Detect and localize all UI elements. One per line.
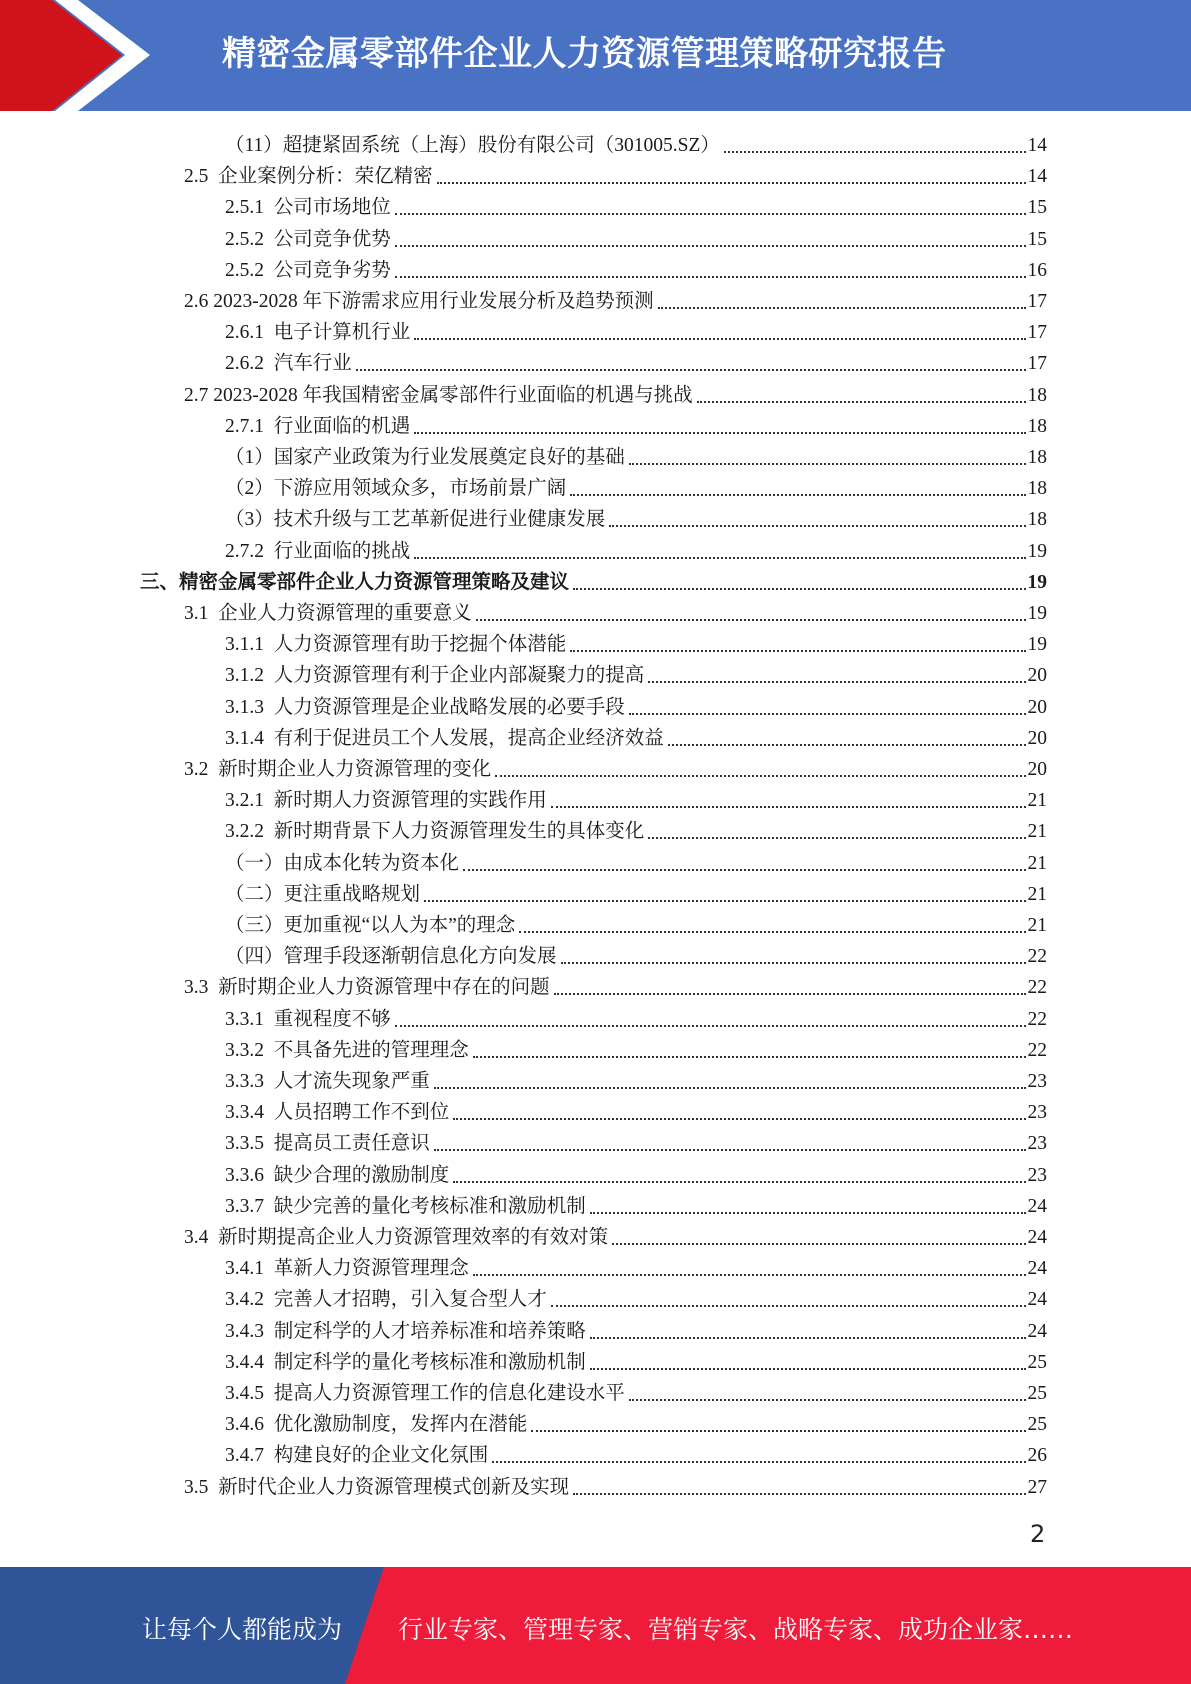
- toc-entry-title: 3.3.1 重视程度不够: [225, 1008, 391, 1030]
- toc-entry-page: 20: [1027, 696, 1047, 718]
- toc-dot-leader: [554, 992, 1026, 995]
- toc-dot-leader: [453, 1117, 1025, 1120]
- toc-dot-leader: [724, 150, 1026, 153]
- toc-entry-title: 2.6.2 汽车行业: [225, 353, 352, 375]
- toc-entry-title: 2.5.2 公司竞争优势: [225, 228, 391, 250]
- toc-entry[interactable]: [184, 1470, 1047, 1500]
- toc-entry[interactable]: [225, 1033, 1047, 1063]
- toc-entry-title: 2.5.2 公司竞争劣势: [225, 259, 391, 281]
- toc-dot-leader: [437, 181, 1026, 184]
- toc-entry-page: 23: [1027, 1102, 1047, 1124]
- toc-dot-leader: [573, 587, 1025, 590]
- toc-entry[interactable]: [225, 222, 1047, 252]
- toc-entry[interactable]: [225, 939, 1047, 969]
- toc-entry-title: 3.3.4 人员招聘工作不到位: [225, 1102, 450, 1124]
- toc-entry-title: 3.1 企业人力资源管理的重要意义: [184, 603, 472, 624]
- toc-entry-page: 14: [1027, 135, 1047, 156]
- toc-entry-title: （1）国家产业政策为行业发展奠定良好的基础: [225, 447, 625, 468]
- toc-entry[interactable]: [225, 658, 1047, 688]
- toc-entry[interactable]: [225, 1251, 1047, 1281]
- toc-entry-title: 3.4.7 构建良好的企业文化氛围: [225, 1445, 489, 1467]
- toc-entry-title: 3.1.4 有利于促进员工个人发展，提高企业经济效益: [225, 727, 664, 749]
- footer-slogan-left: 让每个人都能成为: [142, 1615, 343, 1644]
- toc-dot-leader: [414, 556, 1025, 559]
- toc-entry-page: 15: [1027, 228, 1047, 250]
- toc-dot-leader: [551, 1304, 1026, 1307]
- toc-dot-leader: [414, 337, 1025, 340]
- footer-slogan-right: 行业专家、管理专家、营销专家、战略专家、成功企业家……: [398, 1615, 1074, 1644]
- toc-dot-leader: [590, 1336, 1026, 1339]
- toc-dot-leader: [395, 212, 1026, 215]
- toc-entry-page: 25: [1027, 1351, 1047, 1373]
- toc-dot-leader: [476, 618, 1026, 621]
- toc-entry-title: 2.7.2 行业面临的挑战: [225, 540, 411, 562]
- toc-dot-leader: [519, 930, 1025, 933]
- toc-entry[interactable]: [184, 159, 1047, 189]
- toc-entry[interactable]: [225, 253, 1047, 283]
- toc-entry-title: 2.6 2023-2028 年下游需求应用行业发展分析及趋势预测: [184, 291, 654, 312]
- toc-entry[interactable]: [184, 378, 1047, 408]
- toc-entry-page: 26: [1027, 1445, 1047, 1467]
- toc-entry-title: 3.3 新时期企业人力资源管理中存在的问题: [184, 977, 550, 999]
- toc-entry[interactable]: [225, 721, 1047, 751]
- toc-dot-leader: [570, 649, 1025, 652]
- toc-entry-page: 19: [1027, 603, 1047, 624]
- report-title: 精密金属零部件企业人力资源管理策略研究报告: [222, 34, 947, 74]
- toc-entry-title: 三、精密金属零部件企业人力资源管理策略及建议: [140, 571, 570, 593]
- toc-entry[interactable]: [225, 1002, 1047, 1032]
- toc-dot-leader: [629, 712, 1026, 715]
- toc-entry-title: 3.1.1 人力资源管理有助于挖掘个体潜能: [225, 634, 567, 656]
- toc-dot-leader: [492, 1460, 1025, 1463]
- toc-entry-page: 20: [1027, 759, 1047, 780]
- toc-entry[interactable]: [225, 814, 1047, 844]
- toc-entry-title: 2.6.1 电子计算机行业: [225, 322, 411, 344]
- toc-entry-title: 3.3.2 不具备先进的管理理念: [225, 1039, 469, 1061]
- toc-dot-leader: [697, 400, 1026, 403]
- toc-entry-page: 14: [1027, 166, 1047, 188]
- toc-dot-leader: [561, 961, 1026, 964]
- toc-dot-leader: [629, 1398, 1026, 1401]
- toc-entry[interactable]: [225, 908, 1047, 938]
- toc-entry-title: （四）管理手段逐渐朝信息化方向发展: [225, 946, 557, 968]
- toc-entry[interactable]: [225, 1158, 1047, 1188]
- toc-entry[interactable]: [225, 1064, 1047, 1094]
- toc-entry-page: 18: [1027, 478, 1047, 500]
- toc-entry-page: 20: [1027, 665, 1047, 687]
- toc-entry-page: 18: [1027, 384, 1047, 406]
- toc-entry[interactable]: [225, 1189, 1047, 1219]
- toc-entry[interactable]: [225, 409, 1047, 439]
- toc-dot-leader: [395, 1024, 1026, 1027]
- toc-entry[interactable]: [184, 970, 1047, 1000]
- toc-entry-page: 24: [1027, 1227, 1047, 1248]
- toc-entry-title: 3.4.3 制定科学的人才培养标准和培养策略: [225, 1320, 586, 1342]
- toc-entry-title: 3.2.2 新时期背景下人力资源管理发生的具体变化: [225, 821, 645, 843]
- toc-entry-page: 18: [1027, 415, 1047, 437]
- toc-entry-title: 3.5 新时代企业人力资源管理模式创新及实现: [184, 1476, 570, 1498]
- toc-entry-page: 19: [1027, 634, 1047, 656]
- toc-entry-title: 3.3.5 提高员工责任意识: [225, 1133, 430, 1155]
- toc-entry-title: 3.2.1 新时期人力资源管理的实践作用: [225, 790, 547, 812]
- toc-entry-title: 3.4.2 完善人才招聘，引入复合型人才: [225, 1289, 547, 1311]
- toc-entry[interactable]: [225, 627, 1047, 657]
- toc-entry[interactable]: [184, 284, 1047, 314]
- toc-entry-page: 22: [1027, 1008, 1047, 1030]
- toc-dot-leader: [551, 805, 1026, 808]
- toc-entry-title: （三）更加重视“以人为本”的理念: [225, 915, 516, 936]
- toc-entry-page: 19: [1027, 540, 1047, 562]
- toc-entry[interactable]: [225, 1126, 1047, 1156]
- toc-entry-page: 22: [1027, 946, 1047, 968]
- toc-entry-title: 2.5 企业案例分析：荣亿精密: [184, 166, 433, 188]
- toc-entry-page: 24: [1027, 1289, 1047, 1311]
- toc-entry-page: 17: [1027, 322, 1047, 344]
- toc-entry[interactable]: [225, 1407, 1047, 1437]
- toc-dot-leader: [356, 368, 1026, 371]
- toc-dot-leader: [612, 1242, 1025, 1245]
- toc-entry-page: 24: [1027, 1320, 1047, 1342]
- toc-entry[interactable]: [225, 502, 1047, 532]
- page-number: 2: [1030, 1520, 1046, 1548]
- toc-entry-page: 23: [1027, 1071, 1047, 1092]
- toc-entry-page: 21: [1027, 790, 1047, 812]
- toc-entry-title: 2.7.1 行业面临的机遇: [225, 415, 411, 437]
- toc-entry-title: 3.4.4 制定科学的量化考核标准和激励机制: [225, 1351, 586, 1373]
- toc-dot-leader: [434, 1086, 1026, 1089]
- page-header: [0, 0, 1191, 111]
- toc-entry-title: 3.3.7 缺少完善的量化考核标准和激励机制: [225, 1195, 586, 1217]
- toc-entry-page: 17: [1027, 291, 1047, 312]
- toc-entry-page: 21: [1027, 821, 1047, 843]
- toc-dot-leader: [573, 1492, 1025, 1495]
- toc-entry-page: 20: [1027, 727, 1047, 749]
- toc-entry-page: 21: [1027, 915, 1047, 936]
- toc-entry-title: 3.4 新时期提高企业人力资源管理效率的有效对策: [184, 1227, 609, 1248]
- toc-dot-leader: [395, 244, 1026, 247]
- toc-dot-leader: [648, 836, 1025, 839]
- toc-dot-leader: [590, 1367, 1026, 1370]
- toc-dot-leader: [424, 899, 1025, 902]
- toc-entry-page: 25: [1027, 1414, 1047, 1436]
- toc-entry-title: 2.7 2023-2028 年我国精密金属零部件行业面临的机遇与挑战: [184, 384, 693, 406]
- toc-entry-page: 17: [1027, 353, 1047, 375]
- toc-entry[interactable]: [225, 471, 1047, 501]
- toc-entry-title: （3）技术升级与工艺革新促进行业健康发展: [225, 509, 606, 531]
- toc-entry-title: 3.1.2 人力资源管理有利于企业内部凝聚力的提高: [225, 665, 645, 687]
- toc-dot-leader: [473, 1273, 1026, 1276]
- toc-dot-leader: [434, 1148, 1026, 1151]
- toc-entry[interactable]: [225, 877, 1047, 907]
- toc-entry[interactable]: [225, 1438, 1047, 1468]
- toc-entry-page: 27: [1027, 1476, 1047, 1498]
- toc-entry[interactable]: [225, 440, 1047, 470]
- toc-entry-title: 3.4.5 提高人力资源管理工作的信息化建设水平: [225, 1383, 625, 1404]
- page-footer: [0, 1567, 1191, 1684]
- toc-entry[interactable]: [225, 1095, 1047, 1125]
- toc-entry-page: 15: [1027, 197, 1047, 219]
- toc-entry[interactable]: [225, 783, 1047, 813]
- toc-entry-page: 23: [1027, 1133, 1047, 1155]
- toc-entry-page: 16: [1027, 259, 1047, 281]
- toc-entry-title: 3.2 新时期企业人力资源管理的变化: [184, 759, 492, 780]
- toc-dot-leader: [629, 462, 1026, 465]
- toc-entry-page: 24: [1027, 1258, 1047, 1280]
- toc-entry-title: 3.1.3 人力资源管理是企业战略发展的必要手段: [225, 696, 625, 718]
- toc-dot-leader: [658, 306, 1026, 309]
- toc-entry-title: （2）下游应用领域众多，市场前景广阔: [225, 478, 567, 500]
- toc-dot-leader: [531, 1429, 1025, 1432]
- toc-entry-page: 25: [1027, 1383, 1047, 1404]
- toc-entry-page: 24: [1027, 1195, 1047, 1217]
- toc-dot-leader: [590, 1211, 1026, 1214]
- toc-entry-page: 21: [1027, 852, 1047, 874]
- toc-entry-title: 2.5.1 公司市场地位: [225, 197, 391, 219]
- toc-dot-leader: [648, 680, 1025, 683]
- toc-dot-leader: [395, 275, 1026, 278]
- toc-entry[interactable]: [184, 596, 1047, 626]
- toc-entry-page: 22: [1027, 1039, 1047, 1061]
- toc-entry[interactable]: [225, 346, 1047, 376]
- toc-entry[interactable]: [225, 1314, 1047, 1344]
- toc-dot-leader: [414, 431, 1025, 434]
- toc-dot-leader: [668, 743, 1026, 746]
- toc-entry[interactable]: [225, 190, 1047, 220]
- toc-entry-title: 3.4.6 优化激励制度，发挥内在潜能: [225, 1414, 528, 1436]
- toc-entry[interactable]: [225, 1345, 1047, 1375]
- toc-entry-title: 3.3.3 人才流失现象严重: [225, 1071, 430, 1092]
- toc-entry[interactable]: [184, 752, 1047, 782]
- toc-entry[interactable]: [225, 1282, 1047, 1312]
- toc-dot-leader: [609, 524, 1025, 527]
- toc-entry-title: （11）超捷紧固系统（上海）股份有限公司（301005.SZ）: [225, 135, 720, 156]
- toc-entry[interactable]: [184, 1220, 1047, 1250]
- toc-dot-leader: [495, 774, 1025, 777]
- toc-entry[interactable]: [225, 690, 1047, 720]
- toc-entry-page: 18: [1027, 447, 1047, 468]
- toc-entry-title: （二）更注重战略规划: [225, 883, 421, 905]
- toc-entry-page: 23: [1027, 1164, 1047, 1186]
- toc-entry[interactable]: [225, 846, 1047, 876]
- toc-entry-page: 18: [1027, 509, 1047, 531]
- toc-dot-leader: [570, 493, 1025, 496]
- toc-entry[interactable]: [225, 128, 1047, 158]
- toc-entry-title: （一）由成本化转为资本化: [225, 852, 460, 874]
- toc-dot-leader: [453, 1180, 1025, 1183]
- toc-entry-page: 22: [1027, 977, 1047, 999]
- toc-entry-title: 3.3.6 缺少合理的激励制度: [225, 1164, 450, 1186]
- toc-entry-page: 21: [1027, 883, 1047, 905]
- toc-entry[interactable]: [225, 315, 1047, 345]
- toc-entry-page: 19: [1027, 571, 1047, 593]
- toc-entry[interactable]: [225, 1376, 1047, 1406]
- toc-entry[interactable]: [140, 565, 1047, 595]
- toc-dot-leader: [463, 868, 1025, 871]
- toc-dot-leader: [473, 1055, 1026, 1058]
- toc-entry-title: 3.4.1 革新人力资源管理理念: [225, 1258, 469, 1280]
- toc-entry[interactable]: [225, 534, 1047, 564]
